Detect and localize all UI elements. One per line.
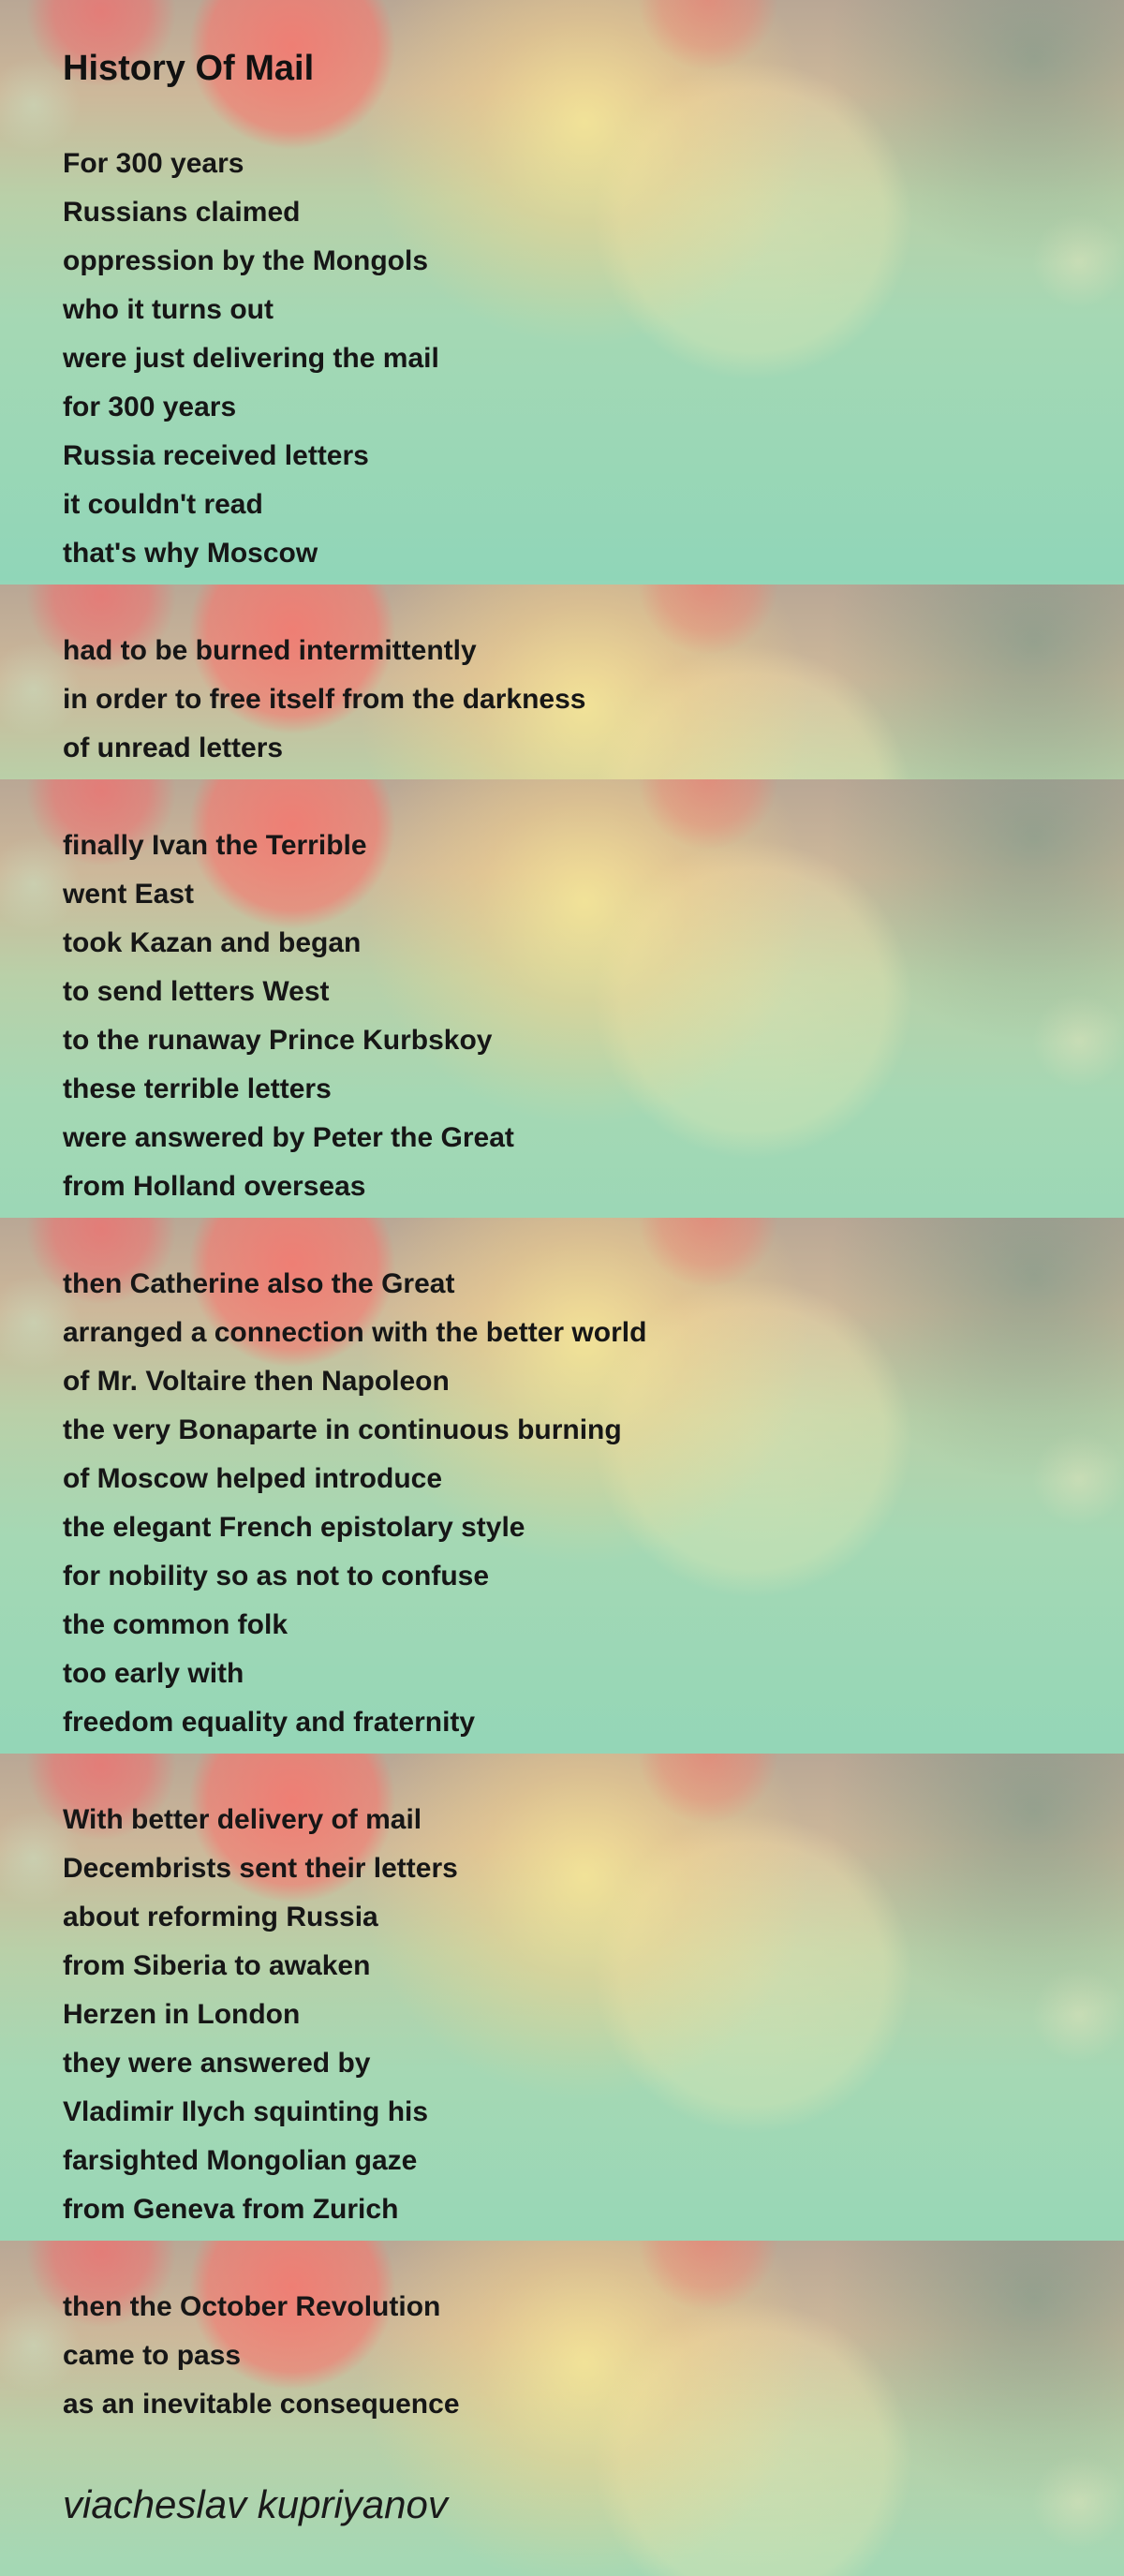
poem-line: from Holland overseas: [63, 1171, 366, 1202]
poem-line: Russians claimed: [63, 197, 301, 228]
poem-line: With better delivery of mail: [63, 1804, 422, 1835]
poem-line: it couldn't read: [63, 489, 263, 520]
poem-line: these terrible letters: [63, 1073, 332, 1104]
stanza-1: [63, 140, 439, 578]
poem-line: to send letters West: [63, 976, 330, 1007]
poem-line: then the October Revolution: [63, 2291, 441, 2322]
poem-line: For 300 years: [63, 148, 244, 179]
stanza-panel-2: [0, 585, 1124, 779]
poem-line: the elegant French epistolary style: [63, 1512, 525, 1543]
poem-line: of unread letters: [63, 733, 284, 763]
poem-line: who it turns out: [63, 294, 274, 325]
poem-line: of Mr. Voltaire then Napoleon: [63, 1366, 450, 1397]
poem-line: were answered by Peter the Great: [63, 1122, 514, 1153]
poem-line: oppression by the Mongols: [63, 245, 429, 276]
poem-line: finally Ivan the Terrible: [63, 830, 367, 861]
poem-line: farsighted Mongolian gaze: [63, 2145, 418, 2176]
poem-line: about reforming Russia: [63, 1902, 378, 1932]
poem-line: in order to free itself from the darkness: [63, 684, 586, 715]
poem-line: they were answered by: [63, 2048, 371, 2079]
poem-line: of Moscow helped introduce: [63, 1463, 443, 1494]
poem-line: then Catherine also the Great: [63, 1268, 455, 1299]
stanza-panel-3: [0, 779, 1124, 1218]
poem-line: took Kazan and began: [63, 927, 362, 958]
poem-line: came to pass: [63, 2340, 242, 2371]
poem-line: the very Bonaparte in continuous burning: [63, 1414, 622, 1445]
poem-line: from Geneva from Zurich: [63, 2194, 399, 2225]
poem-line: Vladimir Ilych squinting his: [63, 2096, 429, 2127]
poem-line: that's why Moscow: [63, 538, 318, 569]
poem-line: for nobility so as not to confuse: [63, 1561, 490, 1591]
stanza-panel-1: [0, 0, 1124, 585]
poem-line: for 300 years: [63, 392, 237, 422]
poem-line: Russia received letters: [63, 440, 369, 471]
stanza-4: [63, 1260, 646, 1747]
stanza-panel-4: [0, 1218, 1124, 1754]
poem-line: Decembrists sent their letters: [63, 1853, 458, 1884]
poem-line: the common folk: [63, 1609, 288, 1640]
poem-line: were just delivering the mail: [63, 343, 439, 374]
poem-line: went East: [63, 879, 195, 910]
poem-author: viacheslav kupriyanov: [63, 2482, 448, 2526]
poem-line: too early with: [63, 1658, 244, 1689]
stanza-panel-6: [0, 2241, 1124, 2576]
poem-line: as an inevitable consequence: [63, 2389, 460, 2420]
stanza-2: [63, 627, 585, 773]
stanza-6: [63, 2283, 460, 2429]
poem-line: had to be burned intermittently: [63, 635, 477, 666]
poem-line: from Siberia to awaken: [63, 1950, 371, 1981]
stanza-3: [63, 822, 514, 1211]
poem-line: to the runaway Prince Kurbskoy: [63, 1025, 493, 1056]
poem-line: Herzen in London: [63, 1999, 301, 2030]
poem-line: freedom equality and fraternity: [63, 1707, 476, 1738]
stanza-5: [63, 1796, 458, 2234]
poem-line: arranged a connection with the better world: [63, 1317, 647, 1348]
stanza-panel-5: [0, 1754, 1124, 2241]
poem-title: History Of Mail: [63, 49, 315, 88]
